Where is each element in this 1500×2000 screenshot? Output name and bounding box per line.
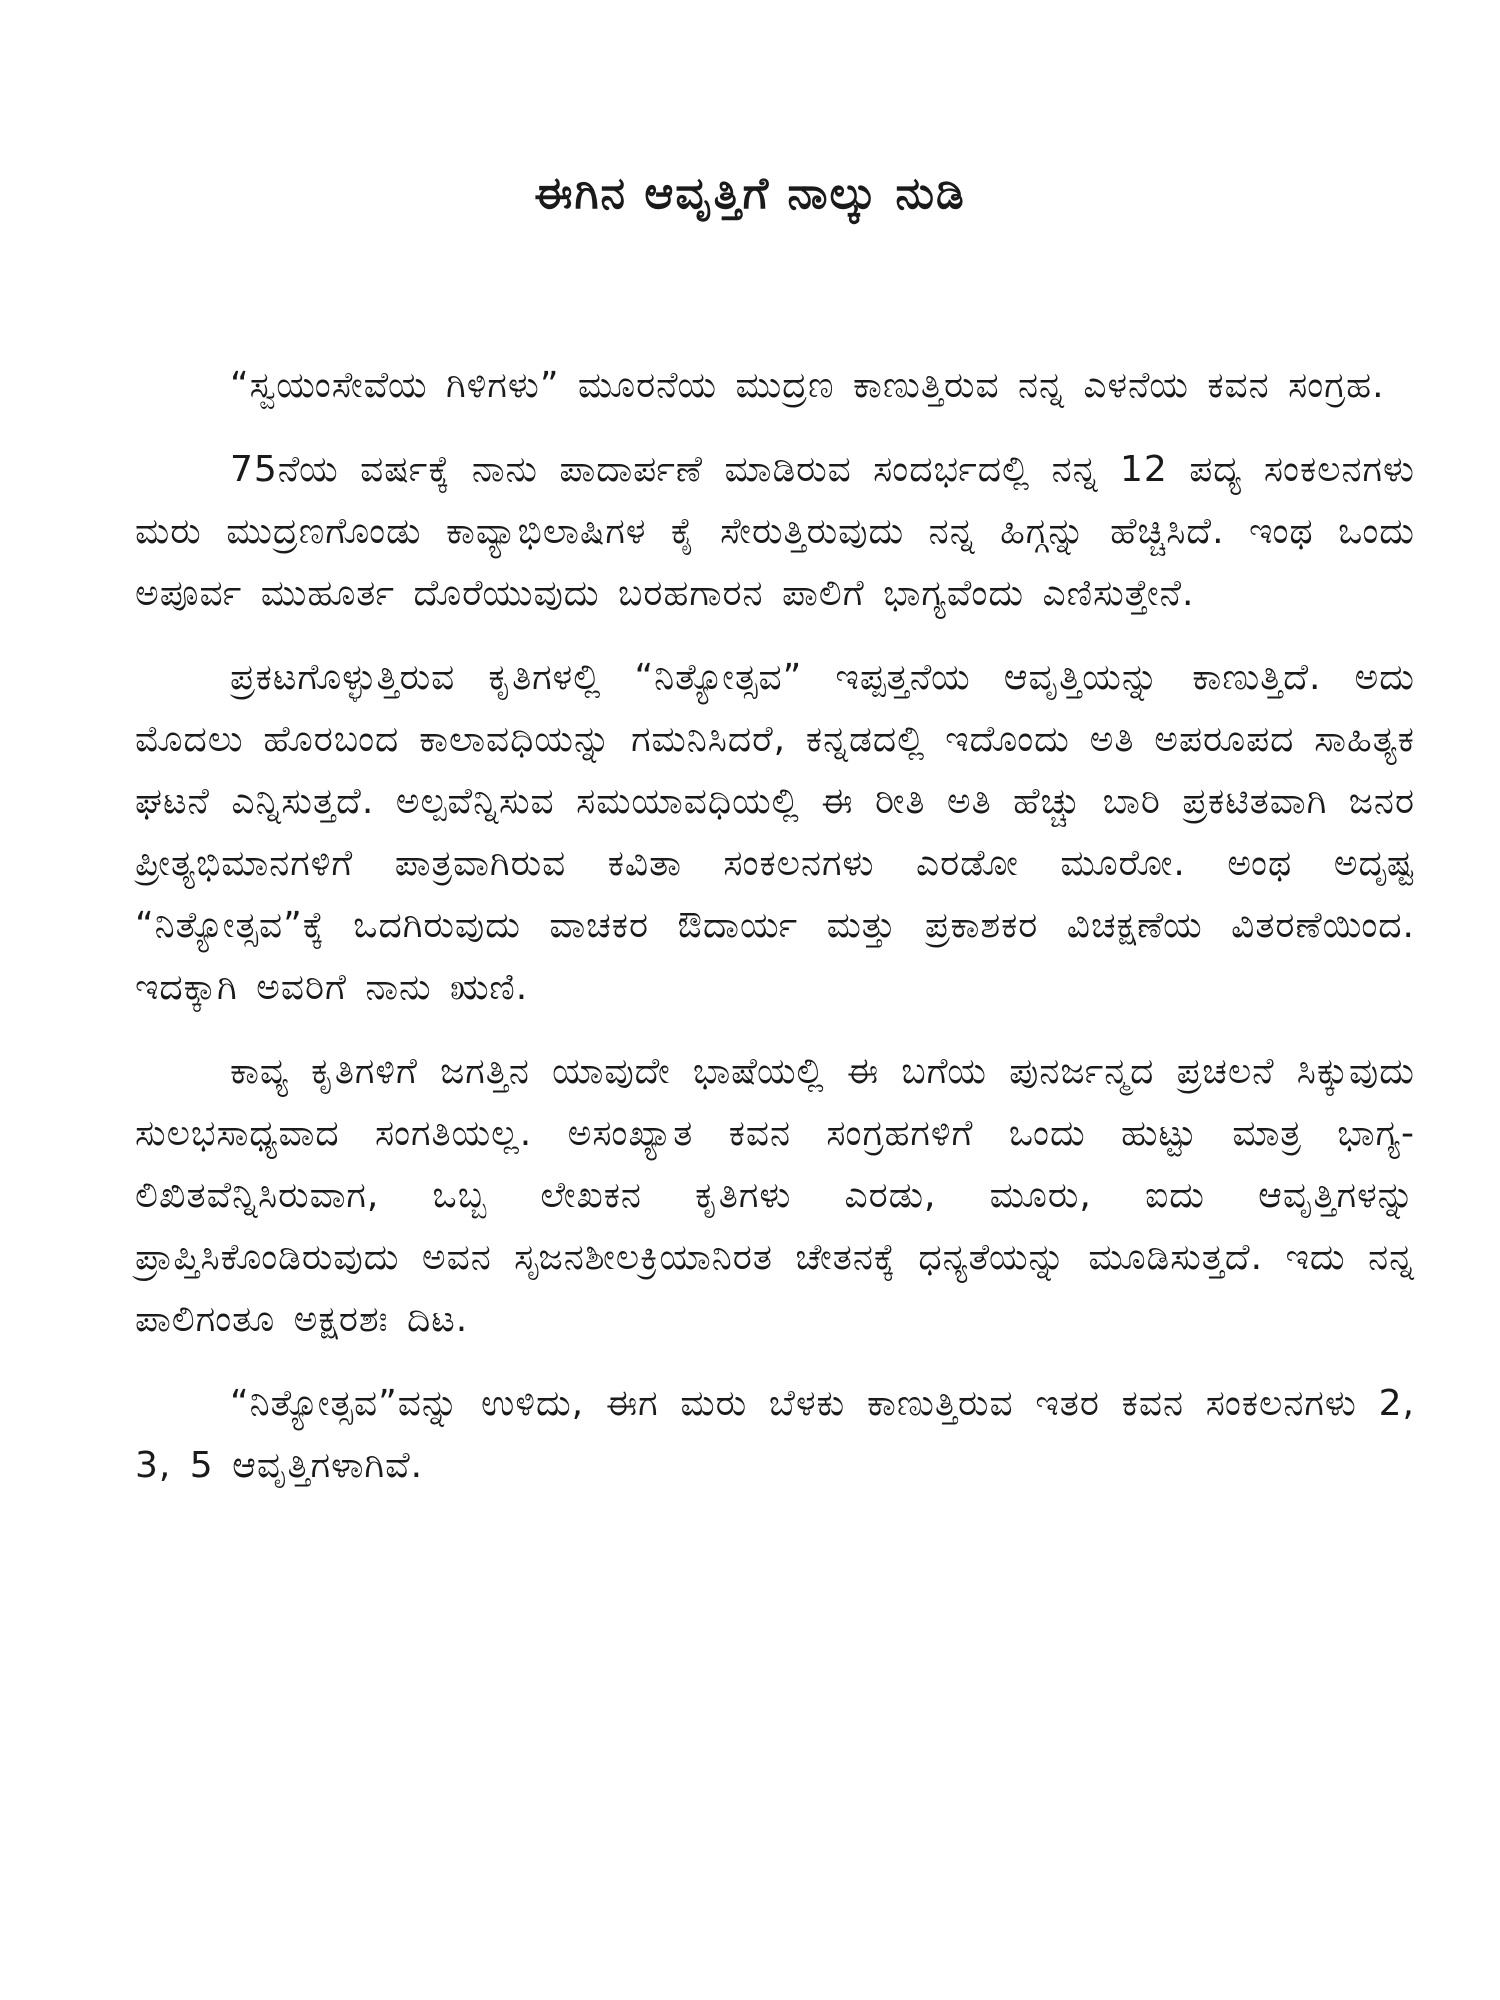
paragraph-4: ಕಾವ್ಯ ಕೃತಿಗಳಿಗೆ ಜಗತ್ತಿನ ಯಾವುದೇ ಭಾಷೆಯಲ್ಲಿ ಈ ಬಗೆಯ ಪುನರ್ಜನ್ಮದ ಪ್ರಚಲನೆ ಸಿಕ್ಕುವುದು ಸುಲಭಸಾಧ್ಯವಾದ ಸಂಗತಿಯಲ್ಲ. ಅಸಂಖ್ಯಾತ ಕವನ ಸಂಗ್ರಹಗಳಿಗೆ ಒಂದು ಹುಟ್ಟು ಮಾತ್ರ ಭಾಗ್ಯ-ಲಿಖಿತವೆನ್ನಿಸಿರುವಾಗ, ಒಬ್ಬ ಲೇಖಕನ ಕೃತಿಗಳು ಎರಡು, ಮೂರು, ಐದು ಆವೃತ್ತಿಗಳನ್ನು ಪ್ರಾಪ್ತಿಸಿಕೊಂಡಿರುವುದು ಅವನ ಸೃಜನಶೀಲಕ್ರಿಯಾನಿರತ ಚೇತನಕ್ಕೆ ಧನ್ಯತೆಯನ್ನು ಮೂಡಿಸುತ್ತದೆ. ಇದು ನನ್ನ ಪಾಲಿಗಂತೂ ಅಕ್ಷರಶಃ ದಿಟ. [135,1051,1415,1340]
paragraph-3: ಪ್ರಕಟಗೊಳ್ಳುತ್ತಿರುವ ಕೃತಿಗಳಲ್ಲಿ “ನಿತ್ಯೋತ್ಸವ” ಇಪ್ಪತ್ತನೆಯ ಆವೃತ್ತಿಯನ್ನು ಕಾಣುತ್ತಿದೆ. ಅದು ಮೊದಲು ಹೊರಬಂದ ಕಾಲಾವಧಿಯನ್ನು ಗಮನಿಸಿದರೆ, ಕನ್ನಡದಲ್ಲಿ ಇದೊಂದು ಅತಿ ಅಪರೂಪದ ಸಾಹಿತ್ಯಕ ಘಟನೆ ಎನ್ನಿಸುತ್ತದೆ. ಅಲ್ಪವೆನ್ನಿಸುವ ಸಮಯಾವಧಿಯಲ್ಲಿ ಈ ರೀತಿ ಅತಿ ಹೆಚ್ಚು ಬಾರಿ ಪ್ರಕಟಿತವಾಗಿ ಜನರ ಪ್ರೀತ್ಯಭಿಮಾನಗಳಿಗೆ ಪಾತ್ರವಾಗಿರುವ ಕವಿತಾ ಸಂಕಲನಗಳು ಎರಡೋ ಮೂರೋ. ಅಂಥ ಅದೃಷ್ಟ “ನಿತ್ಯೋತ್ಸವ”ಕ್ಕೆ ಒದಗಿರುವುದು ವಾಚಕರ ಔದಾರ್ಯ ಮತ್ತು ಪ್ರಕಾಶಕರ ವಿಚಕ್ಷಣೆಯ ವಿತರಣೆಯಿಂದ. ಇದಕ್ಕಾಗಿ ಅವರಿಗೆ ನಾನು ಋಣಿ. [135,657,1415,1008]
body-text [135,355,1415,1519]
paragraph-5: “ನಿತ್ಯೋತ್ಸವ”ವನ್ನು ಉಳಿದು, ಈಗ ಮರು ಬೆಳಕು ಕಾಣುತ್ತಿರುವ ಇತರ ಕವನ ಸಂಕಲನಗಳು 2, 3, 5 ಆವೃತ್ತಿಗಳಾಗಿವೆ. [135,1383,1415,1486]
paragraph-2: 75ನೆಯ ವರ್ಷಕ್ಕೆ ನಾನು ಪಾದಾರ್ಪಣೆ ಮಾಡಿರುವ ಸಂದರ್ಭದಲ್ಲಿ ನನ್ನ 12 ಪದ್ಯ ಸಂಕಲನಗಳು ಮರು ಮುದ್ರಣಗೊಂಡು ಕಾವ್ಯಾಭಿಲಾಷಿಗಳ ಕೈ ಸೇರುತ್ತಿರುವುದು ನನ್ನ ಹಿಗ್ಗನ್ನು ಹೆಚ್ಚಿಸಿದೆ. ಇಂಥ ಒಂದು ಅಪೂರ್ವ ಮುಹೂರ್ತ ದೊರೆಯುವುದು ಬರಹಗಾರನ ಪಾಲಿಗೆ ಭಾಗ್ಯವೆಂದು ಎಣಿಸುತ್ತೇನೆ. [135,449,1415,614]
page-title: ಈಗಿನ ಆವೃತ್ತಿಗೆ ನಾಲ್ಕು ನುಡಿ [534,168,966,219]
paragraph-1: “ಸ್ವಯಂಸೇವೆಯ ಗಿಳಿಗಳು” ಮೂರನೆಯ ಮುದ್ರಣ ಕಾಣುತ್ತಿರುವ ನನ್ನ ಎಳನೆಯ ಕವನ ಸಂಗ್ರಹ. [230,365,1385,406]
